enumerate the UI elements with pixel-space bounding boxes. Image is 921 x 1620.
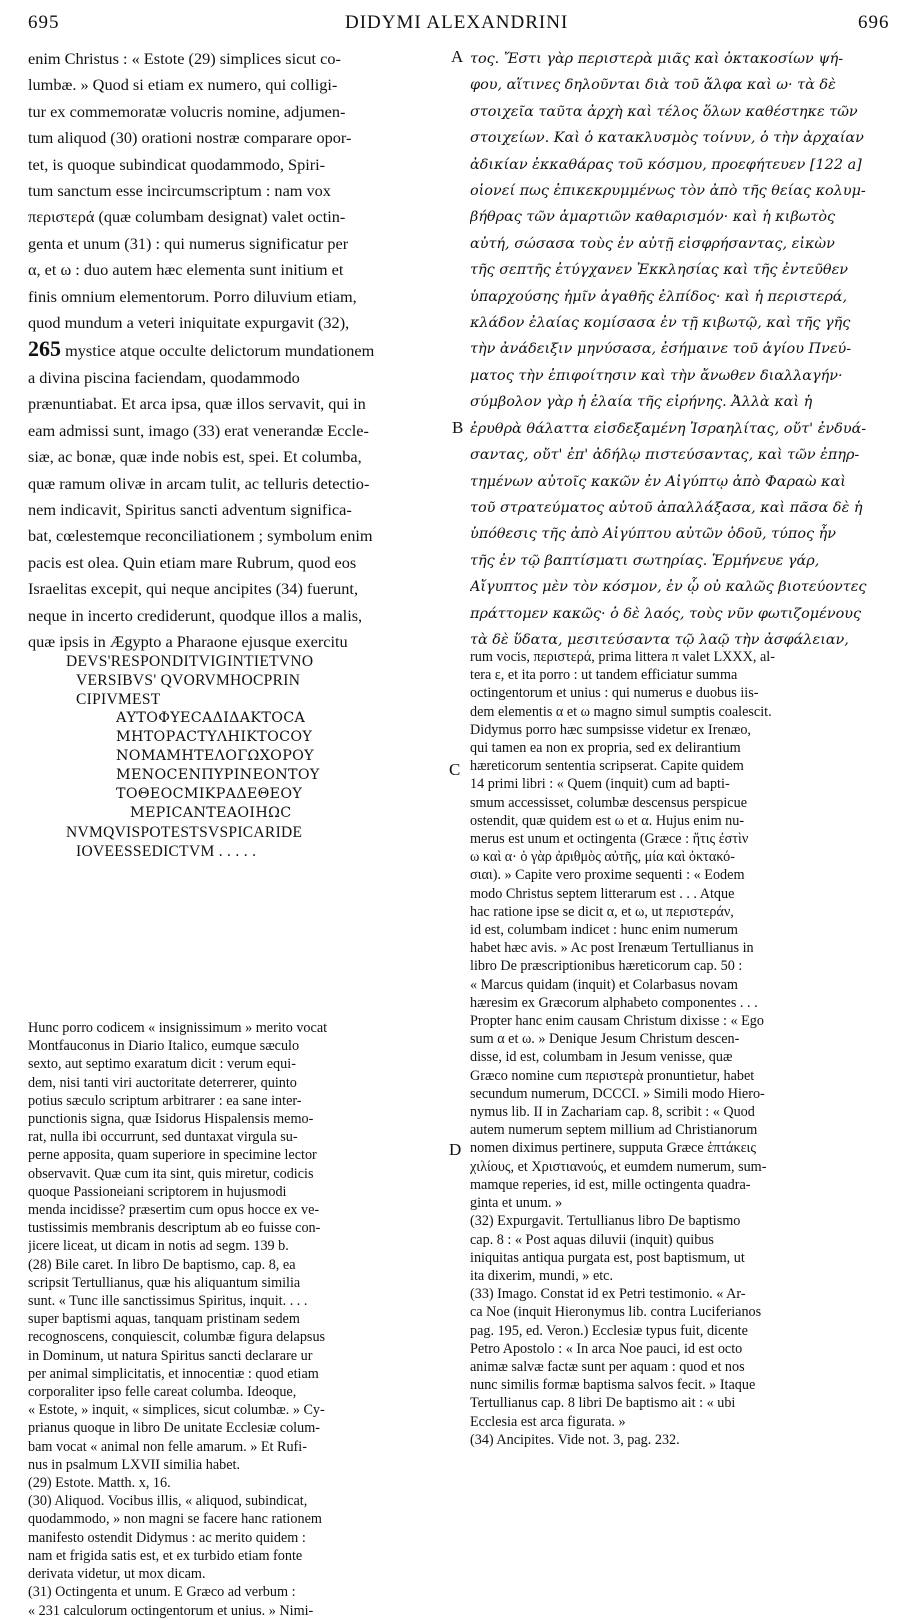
note-line: quodammodo, » non magni se facere hanc rationem — [28, 1511, 322, 1528]
note-line: dem elementis α et ω magno simul sumptis coalescit. — [470, 703, 772, 720]
note-line: qui tamen ea non ex propria, sed ex delirantium — [470, 740, 741, 757]
note-line: (33) Imago. Constat id ex Petri testimonio. « Ar- — [470, 1286, 746, 1303]
note-line: Propter hanc enim causam Christum dixisse : « Ego — [470, 1013, 764, 1030]
note-line: hæreticorum sententia scripserat. Capite quidem — [470, 758, 744, 775]
note-line: id est, columbam indicet : hunc enim numerum — [470, 922, 738, 939]
latin-line: quæ ramum olivæ in arcam tulit, ac telluris detectio- — [28, 473, 370, 493]
note-line: perne apposita, quam superiore in specimine lector — [28, 1147, 317, 1164]
greek-line: ἐρυθρὰ θάλαττα εἰσδεξαμένη Ἰσραηλίτας, οὔτ' ἐνδυά- — [470, 420, 867, 437]
latin-line: tum aliquod (30) orationi nostræ comparare opor- — [28, 128, 352, 148]
greek-line: ἀδικίαν ἐκκαθάρας τοῦ κόσμου, προεφήτευεν [122 a] — [470, 156, 862, 173]
note-line: disse, id est, columbam in Jesum venisse, quæ — [470, 1049, 733, 1066]
latin-line: Israelitas excepit, qui neque ancipites (34) fuerunt, — [28, 579, 359, 599]
note-line: recognoscens, conquiescit, columbæ figura delapsus — [28, 1329, 326, 1346]
greek-line: τος. Ἔστι γὰρ περιστερὰ μιᾶς καὶ ὀκτακοσίων ψή- — [470, 51, 844, 67]
note-line: 14 primi libri : « Quem (inquit) cum ad bapti- — [470, 776, 730, 793]
latin-line: enim Christus : « Estote (29) simplices sicut co- — [28, 49, 341, 68]
note-line: super baptismi aquas, tanquam pristinam sedem — [28, 1311, 300, 1328]
note-line: (28) Bile caret. In libro De baptismo, cap. 8, ea — [28, 1256, 296, 1273]
note-line: quoque Passioneiani scriptorem in hujusmodi — [28, 1183, 287, 1200]
latin-line: pacis est olea. Quin etiam mare Rubrum, quod eos — [28, 552, 357, 572]
note-line: modo Christus septem litterarum est . . . Atque — [470, 885, 735, 902]
note-line: χιλίους, et Χριστιανούς, et eumdem numerum, sum- — [470, 1158, 767, 1175]
page-number-left: 695 — [28, 12, 60, 33]
caps-line: CIPIVMEST — [76, 691, 161, 708]
note-line: derivata videtur, ut mox dicam. — [28, 1566, 206, 1583]
note-line: nam et frigida satis est, et ex turbido etiam fonte — [28, 1547, 303, 1564]
note-line: nunc similis formæ baptisma salvos fecit. » Itaque — [470, 1377, 756, 1394]
margin-letter-b: B — [452, 418, 464, 437]
greek-line: πράττομεν κακῶς· ὁ δὲ λαός, τοὺς νῦν φωτιζομένους — [470, 605, 862, 622]
latin-line: mystice atque occulte delictorum mundationem — [65, 341, 375, 361]
note-line: rum vocis, περιστερά, prima littera π valet LXXX, al- — [470, 649, 775, 665]
note-line: animæ salvæ factæ sunt per aquam : quod et nos — [470, 1358, 745, 1375]
latin-line: lumbæ. » Quod si etiam ex numero, qui colligi- — [28, 75, 338, 95]
note-line: prianus quoque in libro De unitate Ecclesiæ colum- — [28, 1420, 320, 1437]
greek-line: ὑπόθεσις τῆς ἀπὸ Αἰγύπτου αὐτῶν ὁδοῦ, τύπος ἦν — [470, 526, 836, 543]
latin-line: a divina piscina faciendam, quodammodo — [28, 367, 300, 387]
note-line: libro De præscriptionibus hæreticorum cap. 50 : — [470, 958, 743, 975]
latin-line: prænuntiabat. Et arca ipsa, quæ illos servavit, qui in — [28, 394, 366, 414]
latin-text-column — [28, 46, 448, 655]
caps-line: IOVEESSEDICTVM . . . . . — [76, 843, 257, 860]
greek-line: τοῦ στρατεύματος αὐτοῦ ἀπαλλάξασα, καὶ πᾶσα δὲ ἡ — [470, 499, 863, 516]
latin-line: tet, is quoque subindicat quodammodo, Spiri- — [28, 154, 326, 174]
note-line: Græco nomine cum περιστερὰ pronuntietur, habet — [470, 1067, 755, 1084]
note-line: (34) Ancipites. Vide not. 3, pag. 232. — [470, 1431, 680, 1448]
note-line: smum accessisset, columbæ descensus perspicue — [470, 794, 747, 811]
note-line: ω καὶ α· ὁ γὰρ ἀριθμὸς αὐτῆς, μία καὶ ὀκτακό- — [470, 849, 735, 866]
marginal-number: 265 — [28, 336, 61, 362]
note-line: tera ε, et ita porro : ut tandem efficiatur summa — [470, 667, 738, 684]
note-line: ginta et unum. » — [470, 1195, 563, 1212]
note-line: cap. 8 : « Post aquas diluvii (inquit) quibus — [470, 1231, 714, 1248]
note-line: nomen diximus pertinere, supputa Græce ἑπτάκεις — [470, 1140, 756, 1157]
note-line: observavit. Quæ cum ita sint, quis miretur, codicis — [28, 1165, 314, 1182]
note-line: nus in psalmum LXVII similia habet. — [28, 1456, 240, 1473]
latin-line: genta et unum (31) : qui numerus significatur per — [28, 233, 349, 253]
latin-line: περιστερά (quæ columbam designat) valet octin- — [28, 207, 346, 227]
caps-line: DEVS'RESPONDITVIGINTIETVNO — [66, 653, 314, 670]
latin-line: siæ, ac bonæ, quæ inde nobis est, spei. Et columba, — [28, 447, 362, 467]
latin-line: finis omnium elementorum. Porro diluvium etiam, — [28, 286, 357, 306]
note-line: autem numerum septem millium ad Christianorum — [470, 1122, 758, 1139]
greek-line: τημένων αὐτοῖς κακῶν ἐν Αἰγύπτῳ ἀπὸ Φαραὼ καὶ — [470, 473, 846, 490]
note-line: per animal simplicitatis, et innocentiæ : quod etiam — [28, 1365, 319, 1382]
note-line: manifesto ostendit Didymus : ac merito quidem : — [28, 1529, 306, 1546]
latin-line: nem indicavit, Spiritus sancti adventum significa- — [28, 499, 352, 519]
notes-right-column — [470, 648, 898, 1449]
note-line: « Estote, » inquit, « simplices, sicut columbæ. » Cy- — [28, 1402, 325, 1419]
margin-letter-c: C — [449, 760, 461, 779]
note-line: menda incidisse? præsertim cum opus hocce ex ve- — [28, 1202, 320, 1219]
note-line: (29) Estote. Matth. x, 16. — [28, 1475, 171, 1492]
note-line: rat, nulla ibi occurrunt, sed duntaxat virgula su- — [28, 1129, 298, 1146]
note-line: Montfauconus in Diario Italico, eumque sæculo — [28, 1038, 300, 1055]
note-line: ita dixerim, mundi, » etc. — [470, 1267, 614, 1284]
note-line: octingentorum et unius : qui numerus e duobus iis- — [470, 685, 759, 702]
note-line: sexto, aut septimo exaratum dicit : verum equi- — [28, 1056, 296, 1073]
note-line: jicere liceat, ut dicam in notis ad segm. 139 b. — [28, 1238, 289, 1255]
note-line: (31) Octingenta et unum. E Græco ad verbum : — [28, 1584, 296, 1601]
greek-line: τῆς ἐν τῷ βαπτίσματι σωτηρίας. Ἑρμήνευε γάρ, — [470, 552, 820, 569]
note-line: bam vocat « animal non felle amarum. » Et Rufi- — [28, 1438, 307, 1455]
note-line: (32) Expurgavit. Tertullianus libro De baptismo — [470, 1213, 741, 1230]
greek-line: σαντας, οὔτ' ἐπ' ἀδήλῳ πιστεύσαντας, καὶ τῶν ἐπηρ- — [470, 447, 860, 464]
note-line: sum α et ω. » Denique Jesum Christum descen- — [470, 1031, 740, 1048]
greek-line: φου, αἵτινες δηλοῦνται διὰ τοῦ ἄλφα καὶ ω· τὰ δὲ — [470, 77, 836, 94]
note-line: in Dominum, ut natura Spiritus sancti declarare ur — [28, 1347, 313, 1364]
greek-line: στοιχεῖα ταῦτα ἀρχὴ καὶ τέλος ὅλων καθέστηκε τῶν — [470, 103, 858, 120]
codex-capitals-block — [66, 652, 446, 861]
note-line: sunt. « Tunc ille sanctissimus Spiritus, inquit. . . . — [28, 1293, 308, 1310]
greek-line: τὴν ἀνάδειξιν μηνύσασα, ἐσήμαινε τοῦ ἁγίου Πνεύ- — [470, 341, 852, 358]
margin-letter-a: A — [451, 47, 464, 66]
note-line: mamque reperies, id est, mille octingenta quadra- — [470, 1176, 751, 1193]
note-line: ostendit, quæ quidem est ω et α. Hujus enim nu- — [470, 812, 745, 829]
latin-line: eam admissi sunt, imago (33) erat venerandæ Eccle- — [28, 420, 369, 440]
greek-line: σύμβολον γὰρ ἡ ἐλαία τῆς εἰρήνης. Ἀλλὰ καὶ ἡ — [470, 394, 813, 411]
note-line: habet hæc avis. » Ac post Irenæum Tertullianus in — [470, 940, 754, 957]
note-line: merus est unum et octingenta (Græce : ἥτις ἐστὶν — [470, 831, 749, 848]
note-line: « Marcus quidam (inquit) et Colarbasus novam — [470, 976, 738, 993]
caps-line: ΝΟΜΑΜΗΤΕΛΟΓΩΧΟΡΟΥ — [116, 748, 314, 764]
page-number-right: 696 — [858, 12, 890, 33]
note-line: punctionis signa, quæ Isidorus Hispalensis memo- — [28, 1111, 314, 1128]
latin-line: quæ ipsis in Ægypto a Pharaone ejusque exercitu — [28, 631, 348, 651]
note-line: nymus lib. II in Zachariam cap. 8, scribit : « Quod — [470, 1104, 755, 1121]
greek-line: τῆς σεπτῆς ἐτύγχανεν Ἐκκλησίας καὶ τῆς ἐντεῦθεν — [470, 262, 849, 279]
caps-line: ΜΕΡΙСΑΝΤΕΑΟΙΗΩС — [130, 805, 292, 821]
note-line: iniquitas antiqua purgata est, post baptismum, ut — [470, 1249, 745, 1266]
note-line: ca Noe (inquit Hieronymus lib. contra Luciferianos — [470, 1304, 762, 1321]
note-line: hac ratione ipse se dicit α, et ω, ut περιστεράν, — [470, 903, 734, 920]
note-line: Ecclesia est arca figurata. » — [470, 1413, 626, 1430]
greek-line: ὑπαρχούσης ἡμῖν ἀγαθῆς ἐλπίδος· καὶ ἡ περιστερά, — [470, 288, 848, 305]
caps-line: ΜΕΝΟСΕΝΠΥΡΙΝΕΟΝΤΟΥ — [116, 767, 320, 783]
note-line: Didymus porro hæc sumpsisse videtur ex Irenæo, — [470, 721, 751, 738]
latin-line: α, et ω : duo autem hæc elementa sunt initium et — [28, 260, 344, 280]
greek-line: ματος τὴν ἐπιφοίτησιν καὶ τὴν ἄνωθεν διαλλαγήν· — [470, 367, 843, 384]
caps-line: ΤΟΘΕΟСΜΙΚΡΑΔΕΘΕΟΥ — [116, 786, 303, 802]
caps-line: ΜΗΤΟΡΑСΤΥΛΗΙΚΤΟСΟΥ — [116, 729, 313, 745]
note-line: Petro Apostolo : « In arca Noe pauci, id est octo — [470, 1340, 743, 1357]
note-line: scripsit Tertullianus, quæ his aliquantum similia — [28, 1274, 301, 1291]
note-line: (30) Aliquod. Vocibus illis, « aliquod, subindicat, — [28, 1493, 308, 1510]
greek-caps-group — [66, 709, 446, 823]
greek-line: Αἴγυπτος μὲν τὸν κόσμον, ἐν ᾧ οὐ καλῶς βιοτεύοντες — [470, 579, 867, 596]
notes-left-column — [28, 1019, 453, 1620]
note-line: σιαι). » Capite vero proxime sequenti : « Eodem — [470, 867, 745, 884]
greek-line: κλάδον ἐλαίας κομίσασα ἐν τῇ κιβωτῷ, καὶ τῆς γῆς — [470, 315, 851, 332]
note-line: tustissimis membranis descriptum ab eo fuisse con- — [28, 1220, 321, 1237]
note-line: Hunc porro codicem « insignissimum » merito vocat — [28, 1020, 328, 1036]
note-line: dem, nisi tanti viri auctoritate deterrerer, quinto — [28, 1074, 297, 1091]
greek-line: στοιχείων. Καὶ ὁ κατακλυσμὸς τοίνυν, ὁ τὴν ἀρχαίαν — [470, 130, 864, 147]
note-line: « 231 calculorum octingentorum et unius. » Nimi- — [28, 1602, 314, 1619]
margin-letter-d: D — [449, 1140, 462, 1159]
note-line: hæresim ex Græcorum alphabeto componentes . . . — [470, 994, 758, 1011]
latin-line: tum sanctum esse incircumscriptum : nam vox — [28, 181, 331, 201]
greek-line: βήθρας τῶν ἁμαρτιῶν καθαρισμόν· καὶ ἡ κιβωτὸς — [470, 209, 836, 226]
latin-line: neque in incerto crediderunt, quodque illos a malis, — [28, 605, 363, 625]
greek-text-column — [470, 46, 896, 653]
latin-line: quod mundum a veteri iniquitate expurgavit (32), — [28, 313, 350, 333]
caps-line: ΑΥΤΟΦΥΕСΑΔΙΔΑΚΤΟСΑ — [116, 710, 306, 726]
caps-line: NVMQVISPOTESTSVSPICARIDE — [66, 824, 303, 841]
latin-line: bat, cœlestemque reconciliationem ; symbolum enim — [28, 526, 373, 546]
greek-line: οἱονεί πως ἐπικεκρυμμένως τὸν ἀπὸ τῆς θείας κολυμ- — [470, 183, 866, 200]
note-line: Tertullianus cap. 8 libri De baptismo ait : « ubi — [470, 1395, 736, 1412]
note-line: pag. 195, ed. Veron.) Ecclesiæ typus fuit, dicente — [470, 1322, 748, 1339]
note-line: potius sæculo scriptum arbitrarer : ea sane inter- — [28, 1092, 302, 1109]
latin-line: tur ex commemoratæ volucris nomine, adjumen- — [28, 101, 346, 121]
note-line: corporaliter ipso felle careat columba. Ideoque, — [28, 1384, 297, 1401]
running-title: DIDYMI ALEXANDRINI — [345, 12, 569, 33]
latin-line-with-number — [28, 336, 448, 364]
caps-line: VERSIBVS' QVORVMHOCPRIN — [76, 672, 301, 689]
note-line: secundum numerum, DCCCI. » Simili modo Hiero- — [470, 1085, 765, 1102]
greek-line: τὰ δὲ ὕδατα, μεσιτεύσαντα τῷ λαῷ τὴν ἀσφάλειαν, — [470, 631, 849, 648]
greek-line: αὐτή, σώσασα τοὺς ἐν αὐτῇ εἰσφρήσαντας, εἰκὼν — [470, 235, 835, 252]
